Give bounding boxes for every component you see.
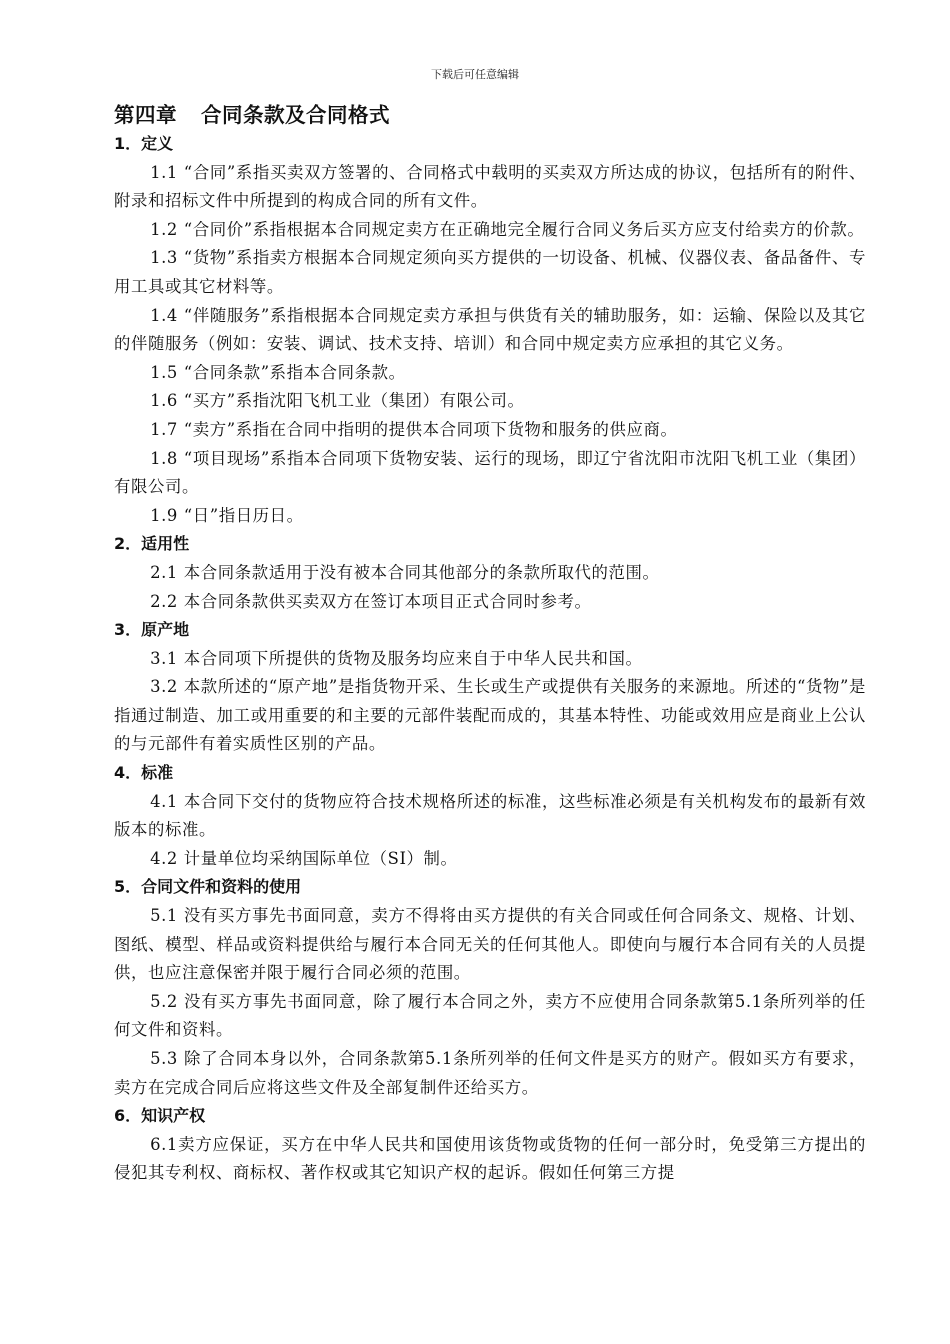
paragraph: 2.1 本合同条款适用于没有被本合同其他部分的条款所取代的范围。 [150, 562, 660, 582]
paragraph: 1.3 “货物”系指卖方根据本合同规定须向买方提供的一切设备、机械、仪器仪表、备品备件、专用工具或其它材料等。 [114, 248, 866, 296]
paragraph: 1.8 “项目现场”系指本合同项下货物安装、运行的现场，即辽宁省沈阳市沈阳飞机工业（集团）有限公司。 [114, 448, 866, 497]
paragraph: 4.1 本合同下交付的货物应符合技术规格所述的标准，这些标准必须是有关机构发布的最新有效版本的标准。 [114, 791, 866, 840]
chapter-number: 第四章 [114, 103, 177, 127]
section-origin [114, 616, 866, 759]
paragraph: 1.1 “合同”系指买卖双方签署的、合同格式中载明的买卖双方所达成的协议，包括所有的附件、附录和招标文件中所提到的构成合同的所有文件。 [114, 162, 866, 211]
section-heading: 5．合同文件和资料的使用 [114, 877, 302, 897]
paragraph: 1.2 “合同价”系指根据本合同规定卖方在正确地完全履行合同义务后买方应支付给卖方的价款。 [150, 219, 865, 239]
section-intellectual-property [114, 1102, 866, 1188]
paragraph: 1.4 “伴随服务”系指根据本合同规定卖方承担与供货有关的辅助服务，如：运输、保险以及其它的伴随服务（例如：安装、调试、技术支持、培训）和合同中规定卖方应承担的其它义务。 [114, 305, 866, 354]
chapter-name: 合同条款及合同格式 [201, 103, 390, 127]
paragraph: 4.2 计量单位均采纳国际单位（SI）制。 [150, 848, 458, 868]
paragraph: 3.2 本款所述的“原产地”是指货物开采、生长或生产或提供有关服务的来源地。所述的“货物”是指通过制造、加工或用重要的和主要的元部件装配而成的，其基本特性、功能或效用应是商业上公认的与元部件有着实质性区别的产品。 [114, 677, 866, 754]
section-heading: 6．知识产权 [114, 1106, 206, 1126]
paragraph: 2.2 本合同条款供买卖双方在签订本项目正式合同时参考。 [150, 591, 592, 611]
paragraph: 5.3 除了合同本身以外，合同条款第5.1条所列举的任何文件是买方的财产。假如买方有要求，卖方在完成合同后应将这些文件及全部复制件还给买方。 [114, 1049, 866, 1097]
page-header: 下载后可任意编辑 [431, 68, 519, 81]
paragraph: 1.5 “合同条款”系指本合同条款。 [150, 362, 406, 382]
section-heading: 3．原产地 [114, 620, 190, 640]
chapter-title [114, 100, 866, 130]
section-heading: 2．适用性 [114, 534, 190, 554]
section-applicability [114, 530, 866, 616]
section-heading: 4．标准 [114, 763, 174, 783]
section-documents-use [114, 873, 866, 1102]
paragraph: 1.6 “买方”系指沈阳飞机工业（集团）有限公司。 [150, 391, 525, 411]
paragraph: 5.1 没有买方事先书面同意，卖方不得将由买方提供的有关合同或任何合同条文、规格、计划、图纸、模型、样品或资料提供给与履行本合同无关的任何其他人。即使向与履行本合同有关的人员提供，也应注意保密并限于履行合同必须的范围。 [114, 906, 866, 983]
paragraph: 3.1 本合同项下所提供的货物及服务均应来自于中华人民共和国。 [150, 648, 643, 668]
paragraph: 1.7 “卖方”系指在合同中指明的提供本合同项下货物和服务的供应商。 [150, 419, 678, 439]
paragraph: 6.1卖方应保证，买方在中华人民共和国使用该货物或货物的任何一部分时，免受第三方提出的侵犯其专利权、商标权、著作权或其它知识产权的起诉。假如任何第三方提 [114, 1134, 866, 1183]
section-heading: 1．定义 [114, 134, 174, 153]
document-body [114, 100, 866, 1188]
paragraph: 1.9 “日”指日历日。 [150, 505, 304, 525]
section-standards [114, 759, 866, 873]
paragraph: 5.2 没有买方事先书面同意，除了履行本合同之外，卖方不应使用合同条款第5.1条所列举的任何文件和资料。 [114, 991, 866, 1040]
section-definitions [114, 130, 866, 530]
